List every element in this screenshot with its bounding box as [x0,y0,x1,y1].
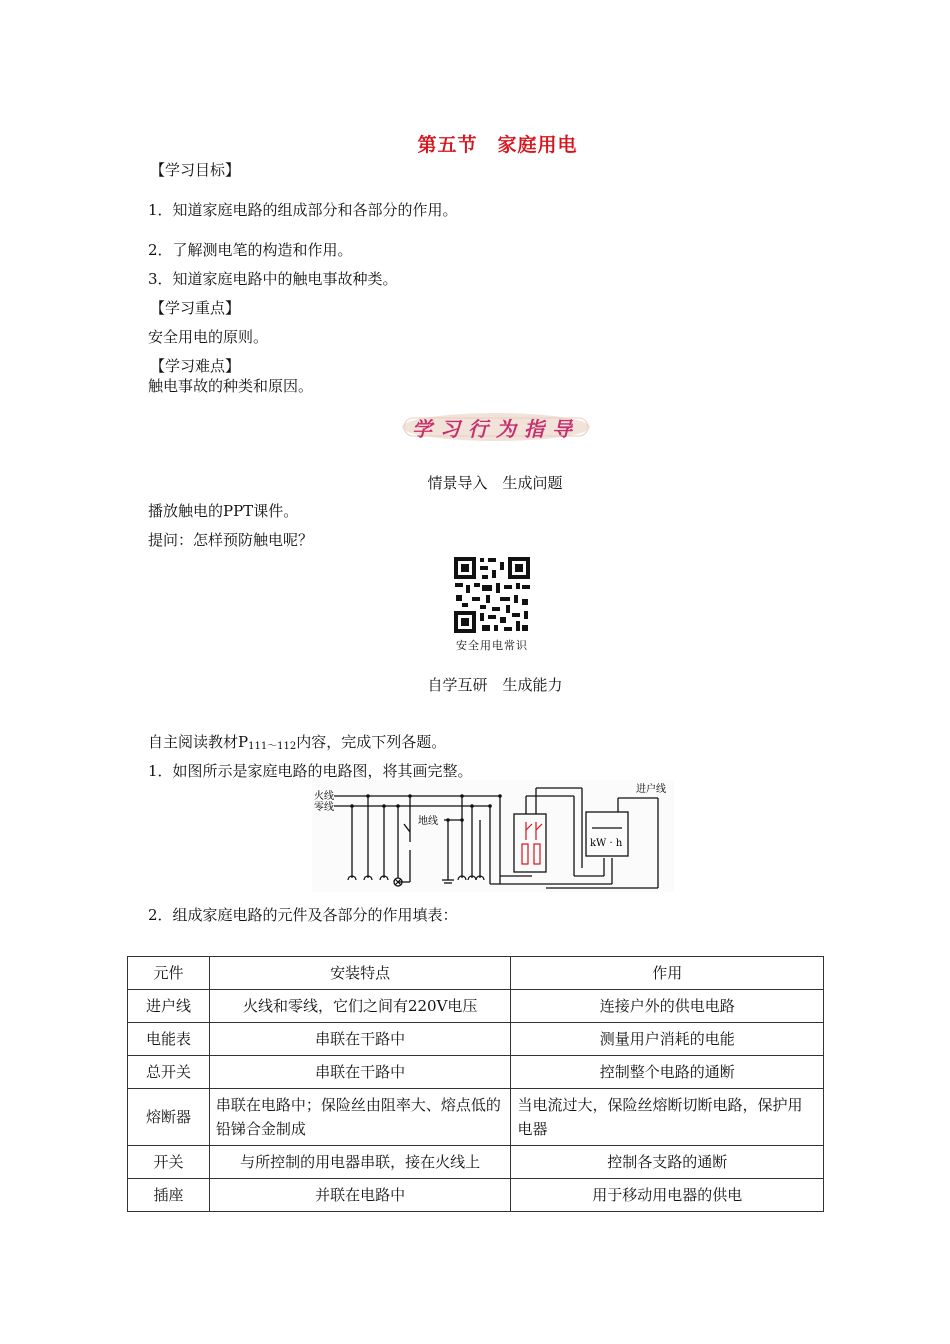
question-1: 1．如图所示是家庭电路的电路图，将其画完整。 [148,762,473,780]
key-point-text: 安全用电的原则。 [148,328,269,346]
table-cell: 总开关 [128,1056,210,1089]
table-cell: 控制整个电路的通断 [511,1056,824,1089]
section1-heading: 情景导入 生成问题 [427,474,563,492]
table-row [128,990,824,1023]
table-cell: 串联在电路中；保险丝由阻率大、熔点低的铅锑合金制成 [209,1089,511,1146]
table-cell: 插座 [128,1179,210,1212]
table-header-row [128,957,824,990]
table-cell: 开关 [128,1146,210,1179]
table-cell: 电能表 [128,1023,210,1056]
table-cell: 火线和零线，它们之间有220V电压 [209,990,511,1023]
table-row [128,1179,824,1212]
table-cell: 串联在干路中 [209,1023,511,1056]
banner-text: 学习行为指导 [412,417,580,441]
table-cell: 并联在电路中 [209,1179,511,1212]
table-row [128,1056,824,1089]
intro-pages: 111～112 [248,741,297,752]
qr-caption: 安全用电常识 [456,639,528,652]
section-banner [400,410,592,444]
table-cell: 测量用户消耗的电能 [511,1023,824,1056]
table-cell: 与所控制的用电器串联，接在火线上 [209,1146,511,1179]
table-cell: 进户线 [128,990,210,1023]
objective-item-1: 1．知道家庭电路的组成部分和各部分的作用。 [148,201,458,219]
table-row [128,1023,824,1056]
question-2: 2．组成家庭电路的元件及各部分的作用填表： [148,906,458,924]
service-line-label: 进户线 [636,784,666,795]
table-row [128,1146,824,1179]
meter-unit-label: kW · h [590,838,623,849]
table-row [128,1089,824,1146]
section1-line2: 提问：怎样预防触电呢？ [148,531,314,549]
table-header: 元件 [128,957,210,990]
key-point-heading: 【学习重点】 [150,299,241,317]
circuit-diagram [312,780,674,892]
table-header: 作用 [511,957,824,990]
difficulty-text: 触电事故的种类和原因。 [148,377,314,395]
intro-post: 内容，完成下列各题。 [296,733,447,751]
objective-item-3: 3．知道家庭电路中的触电事故种类。 [148,270,398,288]
objectives-heading: 【学习目标】 [150,161,241,179]
section2-intro [148,732,446,757]
difficulty-heading: 【学习难点】 [150,357,241,375]
section2-heading: 自学互研 生成能力 [427,676,563,694]
neutral-line-label: 零线 [314,802,334,813]
ground-line-label: 地线 [418,816,438,827]
fire-line-label: 火线 [314,791,334,802]
components-table [127,956,824,1212]
section1-line1: 播放触电的PPT课件。 [148,502,299,520]
page-title: 第五节 家庭用电 [417,134,578,156]
table-header: 安装特点 [209,957,511,990]
table-cell: 串联在干路中 [209,1056,511,1089]
table-cell: 熔断器 [128,1089,210,1146]
table-cell: 用于移动用电器的供电 [511,1179,824,1212]
table-cell: 当电流过大，保险丝熔断切断电路，保护用电器 [511,1089,824,1146]
table-cell: 连接户外的供电电路 [511,990,824,1023]
table-cell: 控制各支路的通断 [511,1146,824,1179]
intro-pre: 自主阅读教材P [148,733,249,751]
qr-code-icon[interactable] [452,555,532,635]
objective-item-2: 2．了解测电笔的构造和作用。 [148,241,353,259]
